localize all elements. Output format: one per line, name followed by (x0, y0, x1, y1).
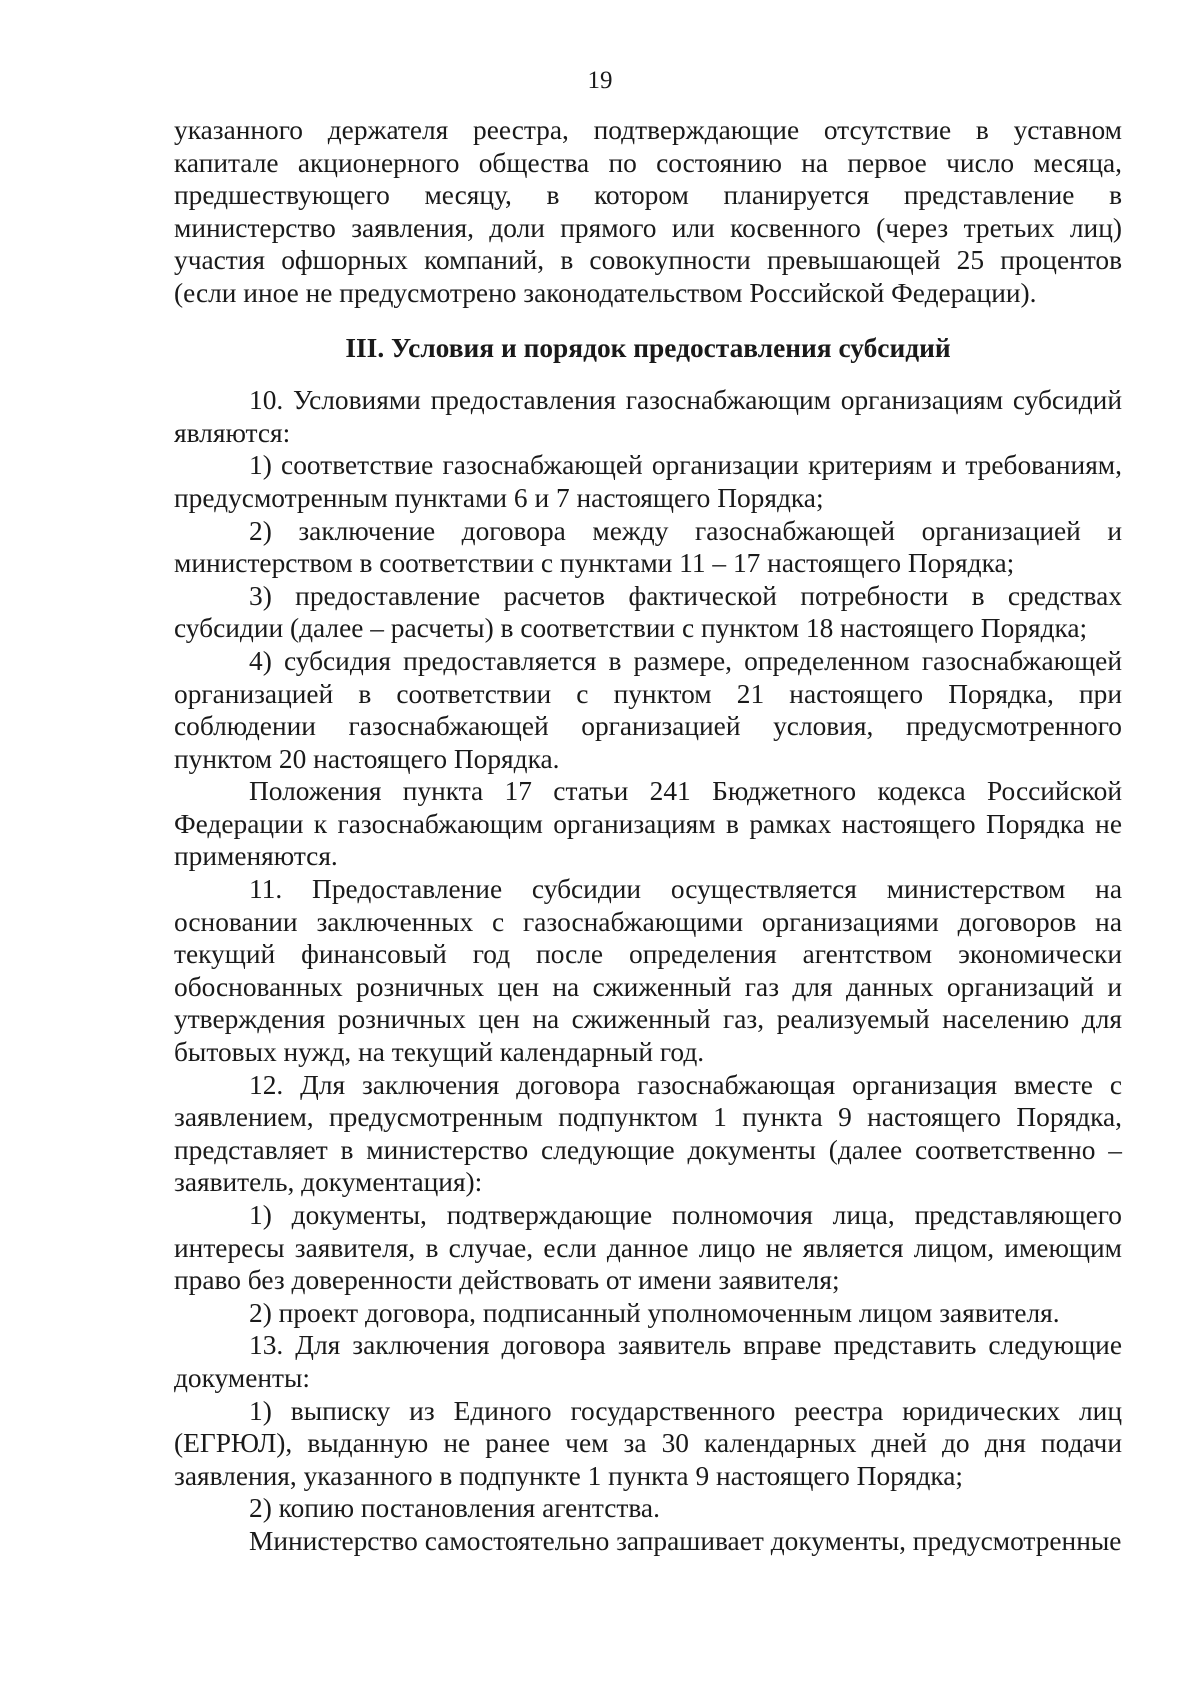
list-item: 1) документы, подтверждающие полномочия лица, представляющего интересы заявителя, в случае, если данное лицо не является лицом, имеющим право без доверенности действовать от имени заявителя; (174, 1200, 1122, 1296)
document-body (174, 114, 1122, 1558)
list-item: 2) заключение договора между газоснабжающей организацией и министерством в соответствии с пунктами 11 – 17 настоящего Порядка; (174, 515, 1122, 579)
paragraph: Министерство самостоятельно запрашивает документы, предусмотренные (249, 1525, 1122, 1556)
list-item: 1) соответствие газоснабжающей организации критериям и требованиям, предусмотренным пунктами 6 и 7 настоящего Порядка; (174, 450, 1122, 513)
list-item: 2) копию постановления агентства. (249, 1493, 660, 1524)
page-number: 19 (587, 67, 613, 94)
section-heading: III. Условия и порядок предоставления субсидий (345, 332, 951, 363)
list-item: 1) выписку из Единого государственного реестра юридических лиц (ЕГРЮЛ), выданную не ранее чем за 30 календарных дней до дня подачи заявления, указанного в подпункте 1 пункта 9 настоящего Порядка; (174, 1395, 1122, 1491)
paragraph: 13. Для заключения договора заявитель вправе представить следующие документы: (174, 1330, 1122, 1393)
paragraph: 12. Для заключения договора газоснабжающая организация вместе с заявлением, предусмотренным подпунктом 1 пункта 9 настоящего Порядка, представляет в министерство следующие документы (далее соответственно – заявитель, документация): (174, 1069, 1122, 1198)
paragraph: указанного держателя реестра, подтверждающие отсутствие в уставном капитале акционерного общества по состоянию на первое число месяца, предшествующего месяцу, в котором планируется представление в министерство заявления, доли прямого или косвенного (через третьих лиц) участия офшорных компаний, в совокупности превышающей 25 процентов (если иное не предусмотрено законодательством Российской Федерации). (174, 115, 1122, 308)
list-item: 4) субсидия предоставляется в размере, определенном газоснабжающей организацией в соответствии с пунктом 21 настоящего Порядка, при соблюдении газоснабжающей организацией условия, предусмотренного пунктом 20 настоящего Порядка. (174, 645, 1122, 774)
list-item: 3) предоставление расчетов фактической потребности в средствах субсидии (далее – расчеты) в соответствии с пунктом 18 настоящего Порядка; (174, 580, 1122, 644)
paragraph: 11. Предоставление субсидии осуществляется министерством на основании заключенных с газоснабжающими организациями договоров на текущий финансовый год после определения агентством экономически обоснованных розничных цен на сжиженный газ для данных организаций и утверждения розничных цен на сжиженный газ, реализуемый населению для бытовых нужд, на текущий календарный год. (174, 874, 1122, 1068)
list-item: 2) проект договора, подписанный уполномоченным лицом заявителя. (249, 1297, 1060, 1328)
paragraph: 10. Условиями предоставления газоснабжающим организациям субсидий являются: (174, 385, 1122, 448)
paragraph: Положения пункта 17 статьи 241 Бюджетного кодекса Российской Федерации к газоснабжающим организациям в рамках настоящего Порядка не применяются. (174, 776, 1122, 872)
